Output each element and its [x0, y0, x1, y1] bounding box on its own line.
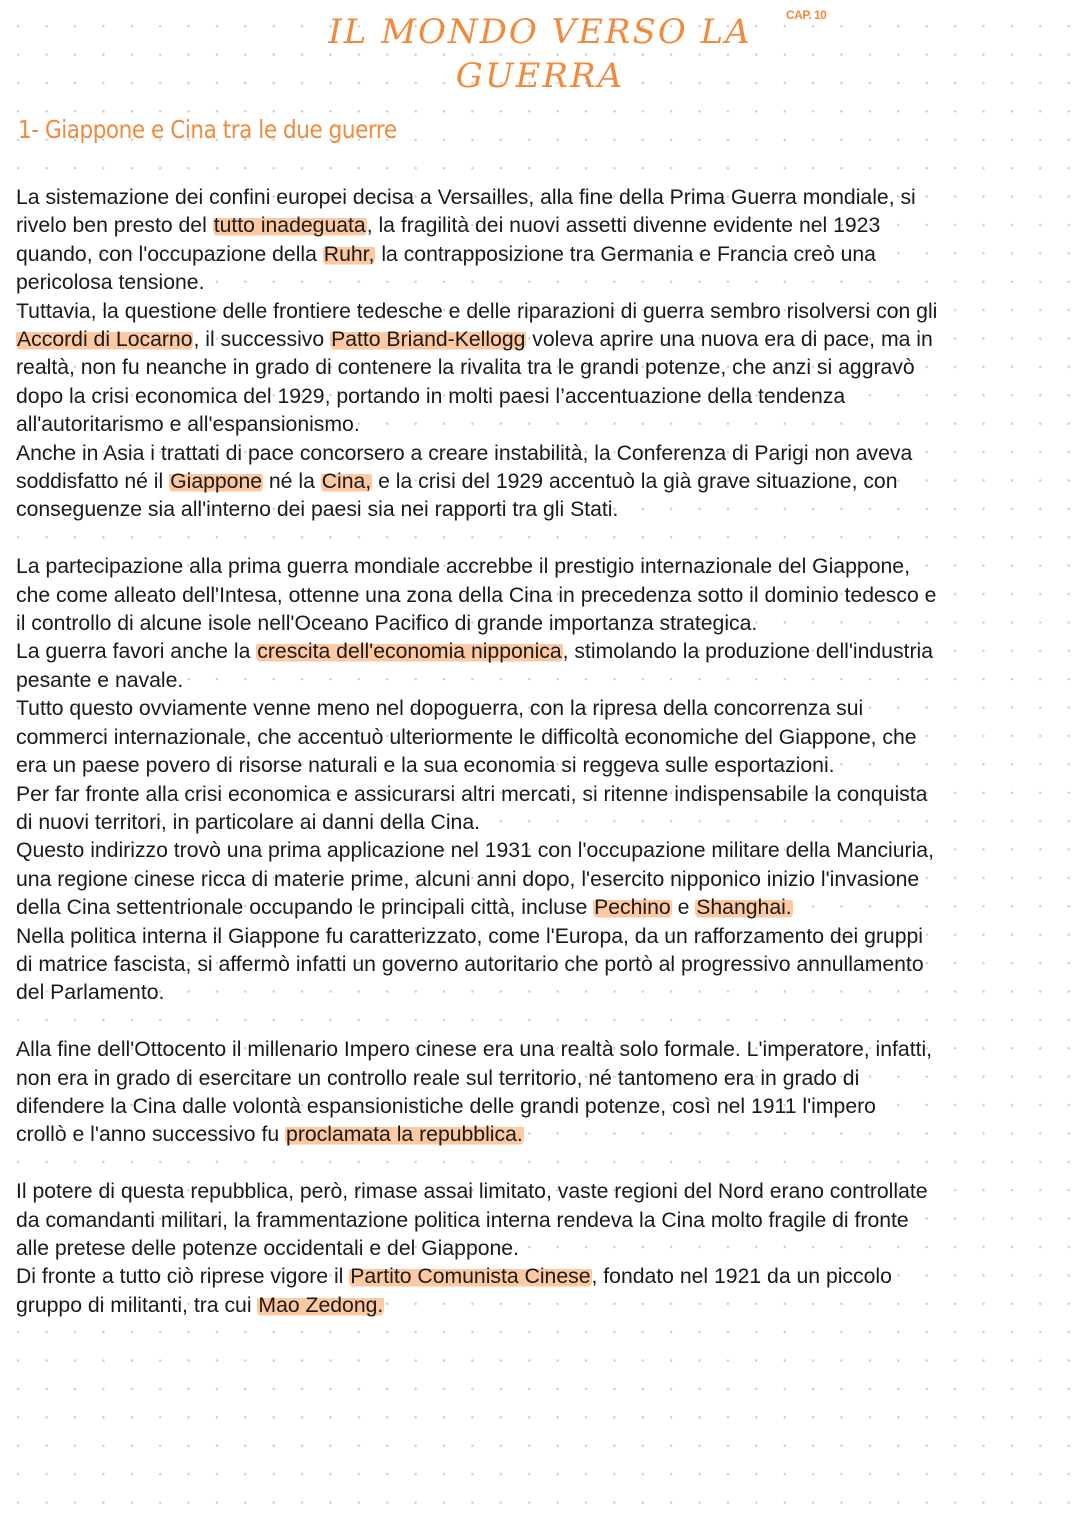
text-line: Questo indirizzo trovò una prima applicazione nel 1931 con l'occupazione militare della Manciuria, [16, 839, 934, 863]
text-line: realtà, non fu neanche in grado di contenere la rivalita tra le grandi potenze, che anzi si aggravò [16, 356, 915, 380]
text-line: era un paese povero di risorse naturali e la sua economia si reggeva sulle esportazioni. [16, 754, 835, 778]
text-line: da comandanti militari, la frammentazione politica interna rendeva la Cina molto fragile di fronte [16, 1208, 909, 1232]
highlight: Ruhr, [323, 242, 375, 266]
text-line: Tutto questo ovviamente venne meno nel dopoguerra, con la ripresa della concorrenza sui [16, 697, 864, 721]
text-line: alle pretese delle potenze occidentali e del Giappone. [16, 1236, 519, 1260]
text-line: soddisfatto né il Giappone né la Cina, e la crisi del 1929 accentuò la già grave situazione, con [16, 470, 898, 494]
highlight: tutto inadeguata [213, 214, 366, 238]
text-line: La guerra favori anche la crescita dell'economia nipponica, stimolando la produzione dell'industria [16, 640, 933, 664]
text-line: conseguenze sia all'interno dei paesi sia nei rapporti tra gli Stati. [16, 498, 619, 522]
text-line: della Cina settentrionale occupando le principali città, incluse Pechino e Shanghai. [16, 896, 792, 920]
text-line: La partecipazione alla prima guerra mondiale accrebbe il prestigio internazionale del Giappone, [16, 555, 910, 579]
text-line: Accordi di Locarno, il successivo Patto Briand-Kellogg voleva aprire una nuova era di pace, ma in [17, 328, 933, 352]
text-line: pesante e navale. [16, 668, 184, 692]
text-line: Il potere di questa repubblica, però, rimase assai limitato, vaste regioni del Nord erano controllate [16, 1180, 928, 1204]
text-line: difendere la Cina dalle volontà espansionistiche delle grandi potenze, così nel 1911 l'impero [16, 1094, 876, 1118]
highlight: Giappone [170, 470, 263, 494]
title-line-1: IL MONDO VERSO LA [328, 12, 752, 52]
text-line: Tuttavia, la questione delle frontiere tedesche e delle riparazioni di guerra sembro risolversi con gli [16, 299, 938, 323]
text-line: che come alleato dell'Intesa, ottenne una zona della Cina in precedenza sotto il dominio tedesco e [16, 583, 937, 607]
notes-body [16, 184, 1066, 1320]
text-line: Alla fine dell'Ottocento il millenario Impero cinese era una realtà solo formale. L'imperatore, infatti, [16, 1038, 933, 1062]
text-line: all'autoritarismo e all'espansionismo. [16, 413, 360, 437]
highlight: proclamata la repubblica. [286, 1123, 523, 1147]
text-line: rivelo ben presto del tutto inadeguata, la fragilità dei nuovi assetti divenne evidente nel 1923 [16, 214, 881, 238]
text-line: di nuovi territori, in particolare ai danni della Cina. [16, 810, 481, 834]
text-line: il controllo di alcune isole nell'Oceano Pacifico di grande importanza strategica. [16, 612, 758, 636]
highlight: Cina, [321, 470, 372, 494]
section-heading: 1- Giappone e Cina tra le due guerre [18, 115, 397, 144]
title-line-2: GUERRA [455, 56, 625, 96]
text-line: crollò e l'anno successivo fu proclamata la repubblica. [16, 1123, 523, 1147]
text-line: Anche in Asia i trattati di pace concorsero a creare instabilità, la Conferenza di Parigi non aveva [16, 441, 913, 465]
text-line: Per far fronte alla crisi economica e assicurarsi altri mercati, si ritenne indispensabile la conquista [16, 782, 928, 806]
page-title [300, 10, 780, 98]
text-line: del Parlamento. [16, 981, 165, 1005]
highlight: Shanghai. [696, 896, 792, 920]
text-line: gruppo di militanti, tra cui Mao Zedong. [16, 1293, 384, 1317]
highlight: Partito Comunista Cinese [350, 1265, 591, 1289]
text-line: Nella politica interna il Giappone fu caratterizzato, come l'Europa, da un rafforzamento dei gruppi [16, 924, 923, 948]
highlight: Patto Briand-Kellogg [331, 328, 526, 352]
text-line: non era in grado di esercitare un controllo reale sul territorio, né tantomeno era in grado di [16, 1066, 860, 1090]
text-line: pericolosa tensione. [16, 271, 205, 295]
chapter-label: CAP. 10 [786, 8, 827, 22]
highlight: crescita dell'economia nipponica [257, 640, 562, 664]
text-line: commerci internazionale, che accentuò ulteriormente le difficoltà economiche del Giappone, che [16, 725, 917, 749]
text-line: una regione cinese ricca di materie prime, alcuni anni dopo, l'esercito nipponico inizio l'invasione [16, 867, 920, 891]
text-line: Di fronte a tutto ciò riprese vigore il Partito Comunista Cinese, fondato nel 1921 da un piccolo [16, 1265, 892, 1289]
text-line: quando, con l'occupazione della Ruhr, la contrapposizione tra Germania e Francia creò una [16, 242, 876, 266]
highlight: Accordi di Locarno [17, 328, 193, 352]
highlight: Pechino [594, 896, 671, 920]
text-line: La sistemazione dei confini europei decisa a Versailles, alla fine della Prima Guerra mondiale, si [16, 186, 916, 209]
text-line: di matrice fascista, si affermò infatti un governo autoritario che portò al progressivo annullamento [16, 952, 924, 976]
text-line: dopo la crisi economica del 1929, portando in molti paesi l’accentuazione della tendenza [16, 384, 846, 408]
highlight: Mao Zedong. [258, 1293, 384, 1317]
